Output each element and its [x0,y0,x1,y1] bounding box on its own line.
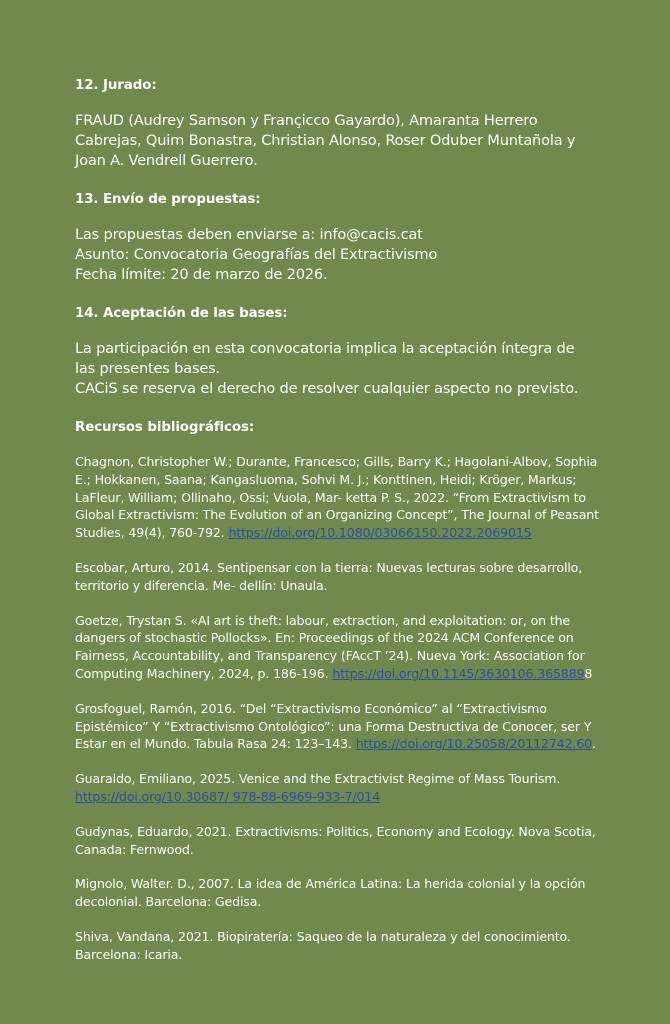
body-line: Fecha límite: 20 de marzo de 2026. [75,266,328,283]
section-aceptacion [75,306,610,399]
doi-link[interactable]: https://doi.org/10.1080/03066150.2022.2069015 [228,525,532,541]
reference-item [75,823,610,859]
references-heading: Recursos bibliográficos: [75,420,255,435]
section-heading: 14. Aceptación de las bases: [75,306,288,321]
reference-text: Mignolo, Walter. D., 2007. La idea de América Latina: La herida colonial y la opción decolonial. Barcelona: Gedisa. [75,876,586,910]
reference-item [75,770,610,806]
body-line: Las propuestas deben enviarse a: info@cacis.cat [75,226,423,243]
reference-text: Goetze, Trystan S. «AI art is theft: labour, extraction, and exploitation: or, on the dangers of stochastic Pollocks». En: Proceedings of the 2024 ACM Conference on Fairness, Accountability, and Transparency (FAccT ‘24). Nueva York: Association for Computing Machinery, 2024, p. 186-196. [75,612,585,681]
reference-text: Shiva, Vandana, 2021. Biopiratería: Saqueo de la naturaleza y del conocimiento. Barcelona: Icaria. [75,928,571,962]
reference-tail: 8 [584,665,593,681]
reference-item [75,928,610,964]
reference-item [75,559,610,595]
doi-link[interactable]: https://doi.org/10.30687/ 978-88-6969-933-7/014 [75,788,381,804]
body-line: Cabrejas, Quim Bonastra, Christian Alonso, Roser Oduber Muntañola y [75,132,576,149]
body-line: las presentes bases. [75,360,220,377]
body-line: Joan A. Vendrell Guerrero. [75,152,258,169]
reference-item [75,453,610,542]
body-line: CACiS se reserva el derecho de resolver cualquier aspecto no previsto. [75,380,579,397]
section-envio [75,192,610,285]
reference-item [75,612,610,683]
references-section [75,420,610,964]
reference-text: Escobar, Arturo, 2014. Sentipensar con la tierra: Nuevas lecturas sobre desarrollo, territorio y diferencia. Me- dellín: Unaula. [75,559,583,593]
reference-text: Gudynas, Eduardo, 2021. Extractivisms: Politics, Economy and Ecology. Nova Scotia, Canada: Fernwood. [75,823,596,857]
reference-item [75,700,610,753]
section-jurado [75,78,610,171]
reference-text: Chagnon, Christopher W.; Durante, Francesco; Gills, Barry K.; Hagolani-Albov, Sophia E.; Hokkanen, Saana; Kangasluoma, Sohvi M. J.; Konttinen, Heidi; Kröger, Markus; LaFleur, William; Ollinaho, Ossi; Vuola, Mar- ketta P. S., 2022. “From Extractivism to Global Extractivism: The Evolution of an Organizing Concept”, The Journal of Peasant Studies, 49(4), 760-792. [75,454,599,541]
reference-text: Guaraldo, Emiliano, 2025. Venice and the Extractivist Regime of Mass Tourism. [75,771,561,787]
section-heading: 12. Jurado: [75,78,157,93]
doi-link[interactable]: https://doi.org/10.25058/20112742.60 [355,736,593,752]
body-line: FRAUD (Audrey Samson y Françicco Gayardo), Amaranta Herrero [75,112,538,129]
body-line: Asunto: Convocatoria Geografías del Extractivismo [75,246,438,263]
reference-item [75,875,610,911]
reference-text: Grosfoguel, Ramón, 2016. “Del “Extractivismo Económico” al “Extractivismo Epistémico” Y “Extractivismo Ontológico”: una Forma Destructiva de Conocer, ser Y Estar en el Mundo. Tabula Rasa 24: 123–143. [75,700,592,752]
section-body [75,225,610,285]
section-body [75,111,610,171]
doi-link[interactable]: https://doi.org/10.1145/3630106.365889 [332,665,585,681]
section-body [75,339,610,399]
reference-tail: . [592,736,596,752]
section-heading: 13. Envío de propuestas: [75,192,261,207]
body-line: La participación en esta convocatoria implica la aceptación íntegra de [75,340,575,357]
